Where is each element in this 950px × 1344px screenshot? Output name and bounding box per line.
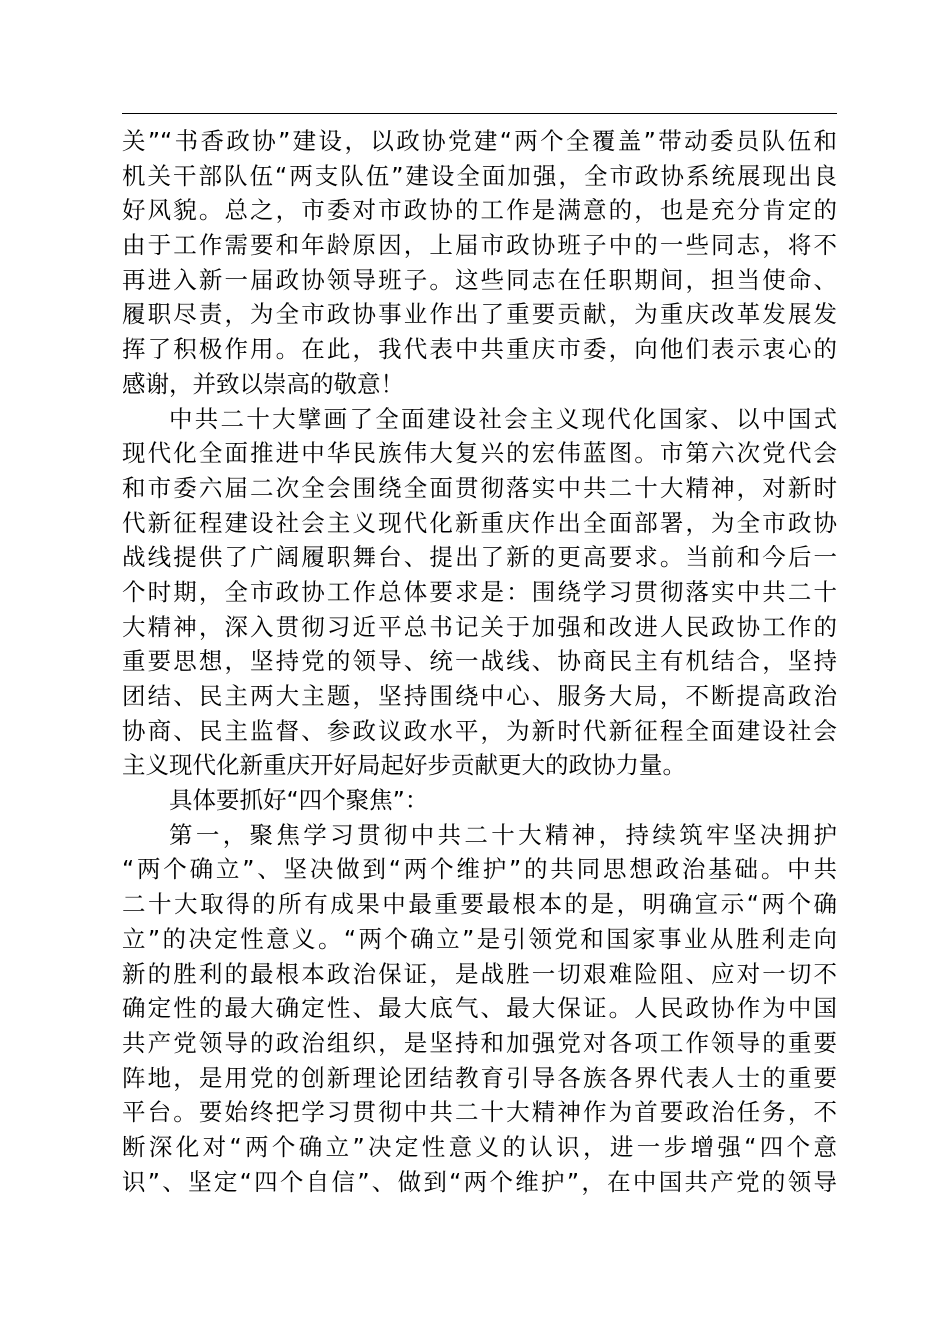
text-line: 第一，聚焦学习贯彻中共二十大精神，持续筑牢坚决拥护 xyxy=(169,820,837,849)
text-line: 代新征程建设社会主义现代化新重庆作出全面部署，为全市政协 xyxy=(122,508,837,537)
text-line: “两个确立”、坚决做到“两个维护”的共同思想政治基础。中共 xyxy=(122,855,837,884)
document-body xyxy=(122,124,837,1199)
text-line: 协商、民主监督、参政议政水平，为新时代新征程全面建设社会 xyxy=(122,716,837,745)
text-line: 平台。要始终把学习贯彻中共二十大精神作为首要政治任务，不 xyxy=(122,1098,837,1127)
text-line: 具体要抓好“四个聚焦”： xyxy=(169,786,429,815)
text-line: 机关干部队伍“两支队伍”建设全面加强，全市政协系统展现出良 xyxy=(122,161,837,190)
header-rule xyxy=(122,113,837,114)
text-line: 好风貌。总之，市委对市政协的工作是满意的，也是充分肯定的 xyxy=(122,196,837,225)
text-line: 中共二十大擘画了全面建设社会主义现代化国家、以中国式 xyxy=(169,404,837,433)
text-line: 立”的决定性意义。“两个确立”是引领党和国家事业从胜利走向 xyxy=(122,924,837,953)
text-line: 现代化全面推进中华民族伟大复兴的宏伟蓝图。市第六次党代会 xyxy=(122,439,837,468)
text-line: 和市委六届二次全会围绕全面贯彻落实中共二十大精神，对新时 xyxy=(122,473,837,502)
text-line: 断深化对“两个确立”决定性意义的认识，进一步增强“四个意 xyxy=(122,1132,837,1161)
text-line: 由于工作需要和年龄原因，上届市政协班子中的一些同志，将不 xyxy=(122,231,837,260)
text-line: 共产党领导的政治组织，是坚持和加强党对各项工作领导的重要 xyxy=(122,1028,837,1057)
text-line: 个时期，全市政协工作总体要求是：围绕学习贯彻落实中共二十 xyxy=(122,577,837,606)
text-line: 识”、坚定“四个自信”、做到“两个维护”，在中国共产党的领导 xyxy=(122,1167,837,1196)
text-line: 二十大取得的所有成果中最重要最根本的是，明确宣示“两个确 xyxy=(122,890,837,919)
text-line: 团结、民主两大主题，坚持围绕中心、服务大局，不断提高政治 xyxy=(122,682,837,710)
text-line: 关”“书香政协”建设，以政协党建“两个全覆盖”带动委员队伍和 xyxy=(122,127,837,155)
text-line: 再进入新一届政协领导班子。这些同志在任职期间，担当使命、 xyxy=(122,265,837,294)
text-line: 战线提供了广阔履职舞台、提出了新的更高要求。当前和今后一 xyxy=(122,543,837,572)
text-line: 履职尽责，为全市政协事业作出了重要贡献，为重庆改革发展发 xyxy=(122,300,837,329)
text-line: 主义现代化新重庆开好局起好步贡献更大的政协力量。 xyxy=(122,751,686,780)
text-line: 新的胜利的最根本政治保证，是战胜一切艰难险阻、应对一切不 xyxy=(122,959,837,988)
text-line: 大精神，深入贯彻习近平总书记关于加强和改进人民政协工作的 xyxy=(122,612,837,641)
text-line: 感谢，并致以崇高的敬意！ xyxy=(122,369,404,398)
text-line: 阵地，是用党的创新理论团结教育引导各族各界代表人士的重要 xyxy=(122,1063,837,1092)
text-line: 重要思想，坚持党的领导、统一战线、协商民主有机结合，坚持 xyxy=(122,647,837,676)
text-line: 确定性的最大确定性、最大底气、最大保证。人民政协作为中国 xyxy=(122,994,837,1023)
text-line: 挥了积极作用。在此，我代表中共重庆市委，向他们表示衷心的 xyxy=(122,335,837,364)
